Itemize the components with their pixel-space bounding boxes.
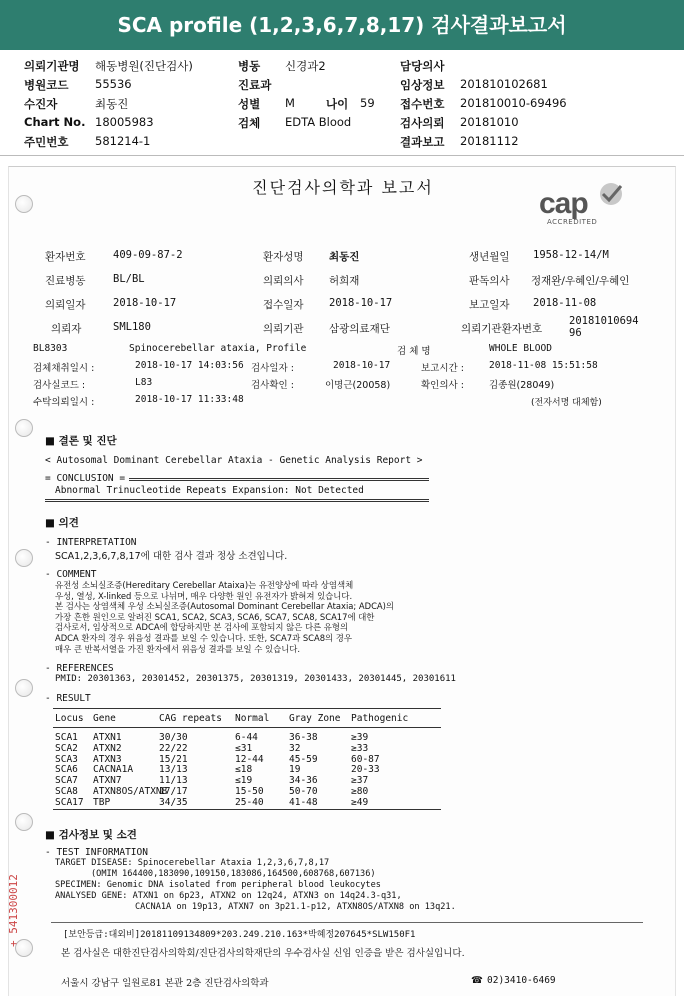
req-inst-label: 의뢰기관 bbox=[263, 323, 304, 335]
report-time-label: 보고시간 : bbox=[421, 363, 464, 374]
patient-info-panel bbox=[0, 50, 684, 150]
report-date-value: 20181112 bbox=[460, 134, 519, 148]
table-cell: ATXN2 bbox=[93, 742, 122, 754]
comment-line: 우성, 열성, X-linked 등으로 나뉘며, 매우 다양한 원인 유전자가 밝혀져 있습니다. bbox=[55, 590, 353, 601]
test-info-line: CACNA1A on 19p13, ATXN7 on 3p21.1-p12, ATXN8OS/ATXN8 on 13q21. bbox=[135, 902, 456, 912]
req-date-value: 2018-10-17 bbox=[113, 297, 177, 309]
comment-line: 매우 큰 반복서열을 가진 환자에서 위음성 결과를 보일 수 있습니다. bbox=[55, 643, 301, 654]
table-cell: 25-40 bbox=[235, 796, 264, 808]
conclusion-heading: ■ 결론 및 진단 bbox=[45, 435, 117, 447]
comment-line: 본 검사는 상염색체 우성 소뇌실조증(Autosomal Dominant Cerebellar Ataxia; ADCA)의 bbox=[55, 601, 395, 612]
comment-line: ADCA 환자의 경우 위음성 결과를 보일 수 있습니다. 또한, SCA7과 SCA8의 경우 bbox=[55, 632, 352, 643]
lab-phone: 02)3410-6469 bbox=[487, 975, 556, 986]
table-header: Gray Zone bbox=[289, 713, 341, 724]
interp-text: SCA1,2,3,6,7,8,17에 대한 검사 결과 정상 소견입니다. bbox=[55, 551, 288, 562]
cap-logo-text: cap bbox=[539, 187, 588, 220]
sex-label: 성별 bbox=[238, 97, 261, 111]
cap-logo-sub: ACCREDITED bbox=[547, 218, 598, 226]
comment-label: - COMMENT bbox=[45, 569, 97, 580]
test-name: Spinocerebellar ataxia, Profile bbox=[129, 343, 307, 354]
table-cell: SCA6 bbox=[55, 764, 78, 776]
table-cell: 60-87 bbox=[351, 753, 380, 765]
table-rule-mid bbox=[53, 727, 441, 728]
comment-line: 가장 흔한 원인으로 알려진 SCA1, SCA2, SCA3, SCA6, SCA7, SCA8, SCA17에 대한 bbox=[55, 611, 375, 622]
specimen-name-value: WHOLE BLOOD bbox=[489, 343, 552, 354]
conclusion-rule-bottom bbox=[45, 499, 429, 502]
table-cell: 13/13 bbox=[159, 764, 188, 776]
resident-value: 581214-1 bbox=[95, 134, 151, 148]
sex-value: M bbox=[285, 96, 295, 110]
cap-accredited-logo bbox=[539, 181, 649, 225]
table-cell: ATXN3 bbox=[93, 753, 122, 765]
specimen-label: 검체 bbox=[238, 116, 261, 130]
ward-label: 진료병동 bbox=[45, 275, 86, 287]
dept-label: 진료과 bbox=[238, 78, 272, 92]
test-code: BL8303 bbox=[33, 343, 68, 354]
table-cell: SCA17 bbox=[55, 796, 84, 808]
req-date-label: 의뢰일자 bbox=[45, 299, 86, 311]
pid-label: 환자번호 bbox=[45, 251, 86, 263]
request-value: 20181010 bbox=[460, 115, 519, 129]
req-doc-label: 의뢰의사 bbox=[263, 275, 304, 287]
recv-value: 2018-10-17 11:33:48 bbox=[135, 394, 244, 405]
confirm-doc-value: 김종원(28049) bbox=[489, 380, 555, 391]
table-cell: ≥37 bbox=[351, 775, 369, 787]
code-label: 병원코드 bbox=[24, 78, 69, 92]
hospital-value: 해동병원(진단검사) bbox=[95, 59, 193, 73]
table-cell: 12-44 bbox=[235, 753, 264, 765]
collect-label: 검체채취일시 : bbox=[33, 363, 95, 374]
ward-label: 병동 bbox=[238, 59, 261, 73]
table-cell: ATXN7 bbox=[93, 775, 122, 787]
esign-note: (전자서명 대체함) bbox=[531, 398, 602, 408]
scanned-report-sheet bbox=[8, 166, 676, 996]
table-cell: SCA7 bbox=[55, 775, 78, 787]
phone-icon: ☎ bbox=[471, 975, 483, 986]
ward-value: 신경과2 bbox=[285, 59, 326, 73]
table-cell: ≤18 bbox=[235, 764, 253, 776]
resident-label: 주민번호 bbox=[24, 135, 69, 149]
receipt-label: 접수번호 bbox=[400, 97, 445, 111]
exam-date-value: 2018-10-17 bbox=[333, 360, 391, 371]
report-time-value: 2018-11-08 15:51:58 bbox=[489, 360, 598, 371]
chart-value: 18005983 bbox=[95, 115, 154, 129]
req-pid-value: 2018101069496 bbox=[569, 315, 639, 339]
table-cell: 17/17 bbox=[159, 786, 188, 797]
table-cell: 22/22 bbox=[159, 742, 188, 754]
comment-text bbox=[55, 580, 394, 654]
refs-text: PMID: 20301363, 20301452, 20301375, 20301319, 20301433, 20301445, 20301611 bbox=[55, 674, 456, 684]
clinical-label: 임상정보 bbox=[400, 78, 445, 92]
conclusion-text: Abnormal Trinucleotide Repeats Expansion: Not Detected bbox=[55, 485, 364, 496]
doctor-label: 담당의사 bbox=[400, 59, 445, 73]
table-cell: SCA3 bbox=[55, 753, 78, 765]
report-subtitle: < Autosomal Dominant Cerebellar Ataxia - Genetic Analysis Report > bbox=[45, 455, 423, 466]
table-cell: TBP bbox=[93, 796, 111, 808]
recipient-label: 수진자 bbox=[24, 97, 58, 111]
collect-value: 2018-10-17 14:03:56 bbox=[135, 360, 244, 371]
result-label: - RESULT bbox=[45, 693, 91, 704]
table-cell: 45-59 bbox=[289, 753, 318, 765]
lab-address: 서울시 강남구 일원로81 본관 2층 진단검사의학과 bbox=[61, 978, 269, 989]
name-value: 최동진 bbox=[329, 251, 360, 263]
recv-label: 수탁의뢰일시 : bbox=[33, 397, 95, 408]
table-cell: 32 bbox=[289, 742, 301, 754]
reader-value: 정재완/우혜인/우혜인 bbox=[531, 275, 630, 287]
table-cell: 36-38 bbox=[289, 732, 318, 743]
table-rule-bottom bbox=[53, 809, 441, 810]
pid-value: 409-09-87-2 bbox=[113, 249, 183, 261]
table-cell: CACNA1A bbox=[93, 764, 134, 776]
table-cell: ≥39 bbox=[351, 732, 369, 743]
table-cell: SCA8 bbox=[55, 786, 78, 797]
punch-hole bbox=[15, 419, 33, 437]
age-value: 59 bbox=[360, 96, 375, 110]
room-label: 검사실코드 : bbox=[33, 380, 86, 391]
room-value: L83 bbox=[135, 377, 153, 388]
table-cell: SCA2 bbox=[55, 742, 78, 754]
table-cell: ≥80 bbox=[351, 786, 369, 797]
table-cell: 30/30 bbox=[159, 732, 188, 743]
opinion-heading: ■ 의견 bbox=[45, 517, 79, 529]
table-cell: 11/13 bbox=[159, 775, 188, 787]
sheet-title: 진단검사의학과 보고서 bbox=[252, 178, 434, 197]
info-divider bbox=[0, 155, 684, 156]
table-header: Pathogenic bbox=[351, 713, 409, 724]
code-value: 55536 bbox=[95, 77, 132, 91]
table-cell: ≥49 bbox=[351, 796, 369, 808]
checkmark-icon bbox=[595, 181, 627, 207]
footer-rule bbox=[51, 922, 643, 923]
table-cell: 34-36 bbox=[289, 775, 318, 787]
test-info-text bbox=[55, 858, 456, 913]
confirm-doc-label: 확인의사 : bbox=[421, 380, 464, 391]
recipient-value: 최동진 bbox=[95, 97, 129, 111]
table-header: Gene bbox=[93, 713, 116, 724]
table-header: CAG repeats bbox=[159, 713, 222, 724]
recv-date-label: 접수일자 bbox=[263, 299, 304, 311]
table-cell: ≤19 bbox=[235, 775, 253, 787]
requester-value: SML180 bbox=[113, 321, 151, 333]
name-label: 환자성명 bbox=[263, 251, 304, 263]
conclusion-label: = CONCLUSION = bbox=[45, 473, 126, 484]
test-info-line: ANALYSED GENE: ATXN1 on 6p23, ATXN2 on 12q24, ATXN3 on 14q24.3-q31, bbox=[55, 891, 402, 901]
comment-line: 검사로서, 임상적으로 ADCA에 합당하지만 본 검사에 포함되지 않은 다른 유형의 bbox=[55, 622, 349, 633]
interp-label: - INTERPRETATION bbox=[45, 537, 137, 548]
table-cell: 50-70 bbox=[289, 786, 318, 797]
age-label: 나이 bbox=[326, 97, 349, 111]
punch-hole bbox=[15, 549, 33, 567]
req-doc-value: 허희재 bbox=[329, 275, 360, 287]
table-cell: 41-48 bbox=[289, 796, 318, 808]
table-cell: ≤31 bbox=[235, 742, 253, 754]
test-info-label: - TEST INFORMATION bbox=[45, 847, 148, 858]
table-cell: 20-33 bbox=[351, 764, 380, 776]
clinical-value: 201810102681 bbox=[460, 77, 548, 91]
hospital-label: 의뢰기관명 bbox=[24, 59, 80, 73]
dob-value: 1958-12-14/M bbox=[533, 249, 609, 261]
table-header: Normal bbox=[235, 713, 270, 724]
test-info-line: TARGET DISEASE: Spinocerebellar Ataxia 1,2,3,6,7,8,17 bbox=[55, 858, 330, 868]
req-inst-value: 삼광의료재단 bbox=[329, 323, 390, 335]
test-info-line: (OMIM 164400,183090,109150,183086,164500,608768,607136) bbox=[91, 869, 376, 879]
punch-hole bbox=[15, 679, 33, 697]
table-cell: SCA1 bbox=[55, 732, 78, 743]
test-info-line: SPECIMEN: Genomic DNA isolated from peripheral blood leukocytes bbox=[55, 880, 381, 890]
table-cell: ATXN1 bbox=[93, 732, 122, 743]
requester-label: 의뢰자 bbox=[51, 323, 82, 335]
reader-label: 판독의사 bbox=[469, 275, 510, 287]
refs-label: - REFERENCES bbox=[45, 663, 114, 674]
table-cell: 19 bbox=[289, 764, 301, 776]
side-code: + 541300012 bbox=[7, 874, 20, 947]
conclusion-rule bbox=[129, 478, 429, 481]
table-rule-top bbox=[53, 708, 441, 709]
recv-date-value: 2018-10-17 bbox=[329, 297, 393, 309]
comment-line: 유전성 소뇌실조증(Hereditary Cerebellar Ataixa)는 유전양상에 따라 상염색체 bbox=[55, 580, 354, 590]
request-label: 검사의뢰 bbox=[400, 116, 445, 130]
test-info-heading: ■ 검사정보 및 소견 bbox=[45, 829, 137, 841]
exam-date-label: 검사일자 : bbox=[251, 363, 294, 374]
table-cell: ≥33 bbox=[351, 742, 369, 754]
report-date-label: 결과보고 bbox=[400, 135, 445, 149]
chart-label: Chart No. bbox=[24, 115, 86, 129]
table-cell: 15-50 bbox=[235, 786, 264, 797]
dob-label: 생년월일 bbox=[469, 251, 510, 263]
report-banner-title: SCA profile (1,2,3,6,7,8,17) 검사결과보고서 bbox=[0, 0, 684, 50]
confirm-label: 검사확인 : bbox=[251, 380, 294, 391]
req-pid-label: 의뢰기관환자번호 bbox=[461, 323, 543, 335]
cert-line: [보안등급:대외비]20181109134809*203.249.210.163*박혜정207645*SLW150F1 bbox=[63, 930, 416, 940]
confirm-value: 이명근(20058) bbox=[325, 380, 391, 391]
receipt-value: 201810010-69496 bbox=[460, 96, 567, 110]
ward-value: BL/BL bbox=[113, 273, 145, 285]
accreditation-notice: 본 검사실은 대한진단검사의학회/진단검사의학재단의 우수검사실 신임 인증을 받은 검사실입니다. bbox=[61, 948, 465, 959]
table-cell: ATXN8OS/ATXN8 bbox=[93, 786, 168, 797]
rep-date-label: 보고일자 bbox=[469, 299, 510, 311]
table-cell: 6-44 bbox=[235, 732, 258, 743]
specimen-name-label: 검 체 명 bbox=[397, 346, 431, 357]
table-cell: 34/35 bbox=[159, 796, 188, 808]
specimen-value: EDTA Blood bbox=[285, 115, 352, 129]
table-header: Locus bbox=[55, 713, 84, 724]
table-cell: 15/21 bbox=[159, 753, 188, 765]
rep-date-value: 2018-11-08 bbox=[533, 297, 597, 309]
